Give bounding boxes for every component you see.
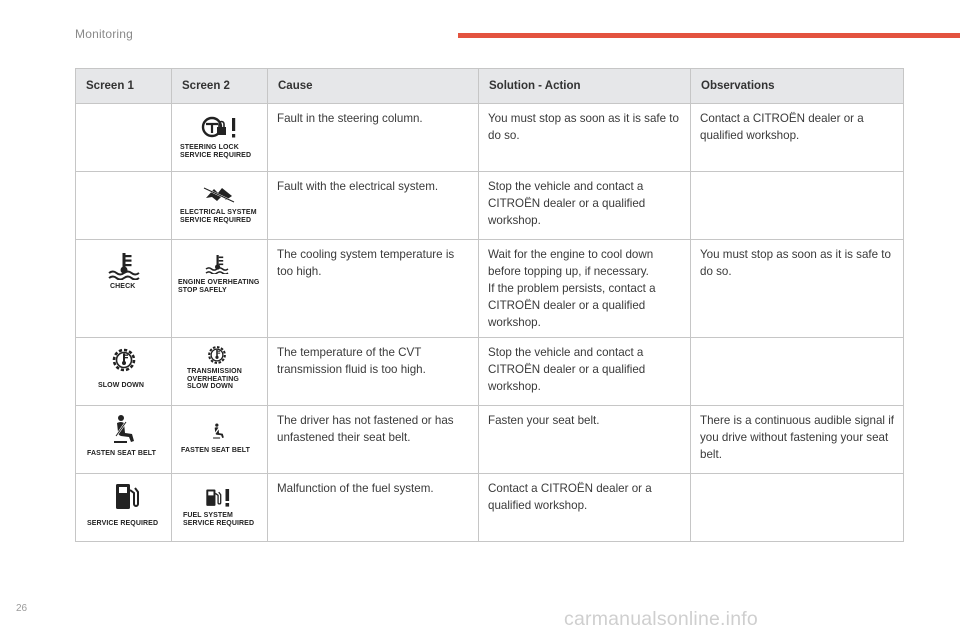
page-number: 26 <box>16 603 28 614</box>
cause-cell: The temperature of the CVT transmission fluid is too high. <box>268 338 479 406</box>
screen-1-caption: FASTEN SEAT BELT <box>87 450 157 457</box>
observations-cell <box>691 172 904 240</box>
cause-cell: Fault with the electrical system. <box>268 172 479 240</box>
steering-lock-icon <box>198 116 240 140</box>
screen-2-caption: FASTEN SEAT BELT <box>181 447 251 454</box>
fuel-pump-icon <box>114 482 140 512</box>
cause-cell: Fault in the steering column. <box>268 104 479 172</box>
column-header-screen-1: Screen 1 <box>76 69 172 104</box>
electrical-system-icon <box>202 184 236 204</box>
solution-cell: Stop the vehicle and contact a CITROËN dealer or a qualified workshop. <box>479 338 691 406</box>
observations-cell: Contact a CITROËN dealer or a qualified workshop. <box>691 104 904 172</box>
screen-1-cell <box>76 474 172 542</box>
engine-overheating-icon <box>205 254 231 274</box>
screen-2-cell <box>172 172 268 240</box>
screen-2-cell <box>172 474 268 542</box>
transmission-temperature-icon <box>110 346 138 374</box>
observations-cell <box>691 338 904 406</box>
column-header-screen-2: Screen 2 <box>172 69 268 104</box>
column-header-solution: Solution - Action <box>479 69 691 104</box>
section-title: Monitoring <box>75 27 134 41</box>
seat-belt-icon <box>112 414 138 444</box>
screen-2-cell <box>172 338 268 406</box>
table-row <box>76 338 904 406</box>
screen-1-caption: SLOW DOWN <box>98 382 145 389</box>
screen-2-cell <box>172 240 268 338</box>
screen-1-cell <box>76 406 172 474</box>
observations-cell: There is a continuous audible signal if you drive without fastening your seat belt. <box>691 406 904 474</box>
solution-cell: You must stop as soon as it is safe to do so. <box>479 104 691 172</box>
fuel-pump-icon <box>205 488 222 508</box>
warning-messages-table <box>75 68 904 542</box>
screen-1-cell <box>76 172 172 240</box>
solution-cell: Fasten your seat belt. <box>479 406 691 474</box>
table-row <box>76 172 904 240</box>
coolant-temperature-icon <box>107 252 141 280</box>
screen-2-caption: TRANSMISSION OVERHEATING SLOW DOWN <box>187 368 242 390</box>
screen-1-cell <box>76 338 172 406</box>
cause-cell: The driver has not fastened or has unfastened their seat belt. <box>268 406 479 474</box>
screen-1-cell <box>76 240 172 338</box>
screen-1-caption: SERVICE REQUIRED <box>87 520 159 527</box>
observations-cell <box>691 474 904 542</box>
exclamation-icon <box>225 489 230 507</box>
screen-2-cell <box>172 104 268 172</box>
screen-2-caption: FUEL SYSTEM SERVICE REQUIRED <box>183 512 255 527</box>
table-row <box>76 474 904 542</box>
transmission-temperature-icon <box>206 344 228 366</box>
solution-cell: Wait for the engine to cool down before topping up, if necessary. If the problem persists, contact a CITROËN dealer or a qualified workshop. <box>479 240 691 338</box>
screen-2-caption: STEERING LOCK SERVICE REQUIRED <box>180 144 252 159</box>
solution-cell: Stop the vehicle and contact a CITROËN dealer or a qualified workshop. <box>479 172 691 240</box>
cause-cell: The cooling system temperature is too high. <box>268 240 479 338</box>
solution-cell: Contact a CITROËN dealer or a qualified workshop. <box>479 474 691 542</box>
screen-2-caption: ENGINE OVERHEATING STOP SAFELY <box>178 279 260 294</box>
column-header-cause: Cause <box>268 69 479 104</box>
screen-1-caption: CHECK <box>110 283 136 290</box>
screen-2-caption: ELECTRICAL SYSTEM SERVICE REQUIRED <box>180 209 257 224</box>
watermark: carmanualsonline.info <box>564 608 758 630</box>
seat-belt-icon <box>212 422 226 440</box>
cause-cell: Malfunction of the fuel system. <box>268 474 479 542</box>
table-row <box>76 104 904 172</box>
table-row <box>76 240 904 338</box>
table-header-row <box>76 69 904 104</box>
observations-cell: You must stop as soon as it is safe to do so. <box>691 240 904 338</box>
column-header-observations: Observations <box>691 69 904 104</box>
screen-1-cell <box>76 104 172 172</box>
screen-2-cell <box>172 406 268 474</box>
header-accent-bar <box>458 33 960 38</box>
table-row <box>76 406 904 474</box>
